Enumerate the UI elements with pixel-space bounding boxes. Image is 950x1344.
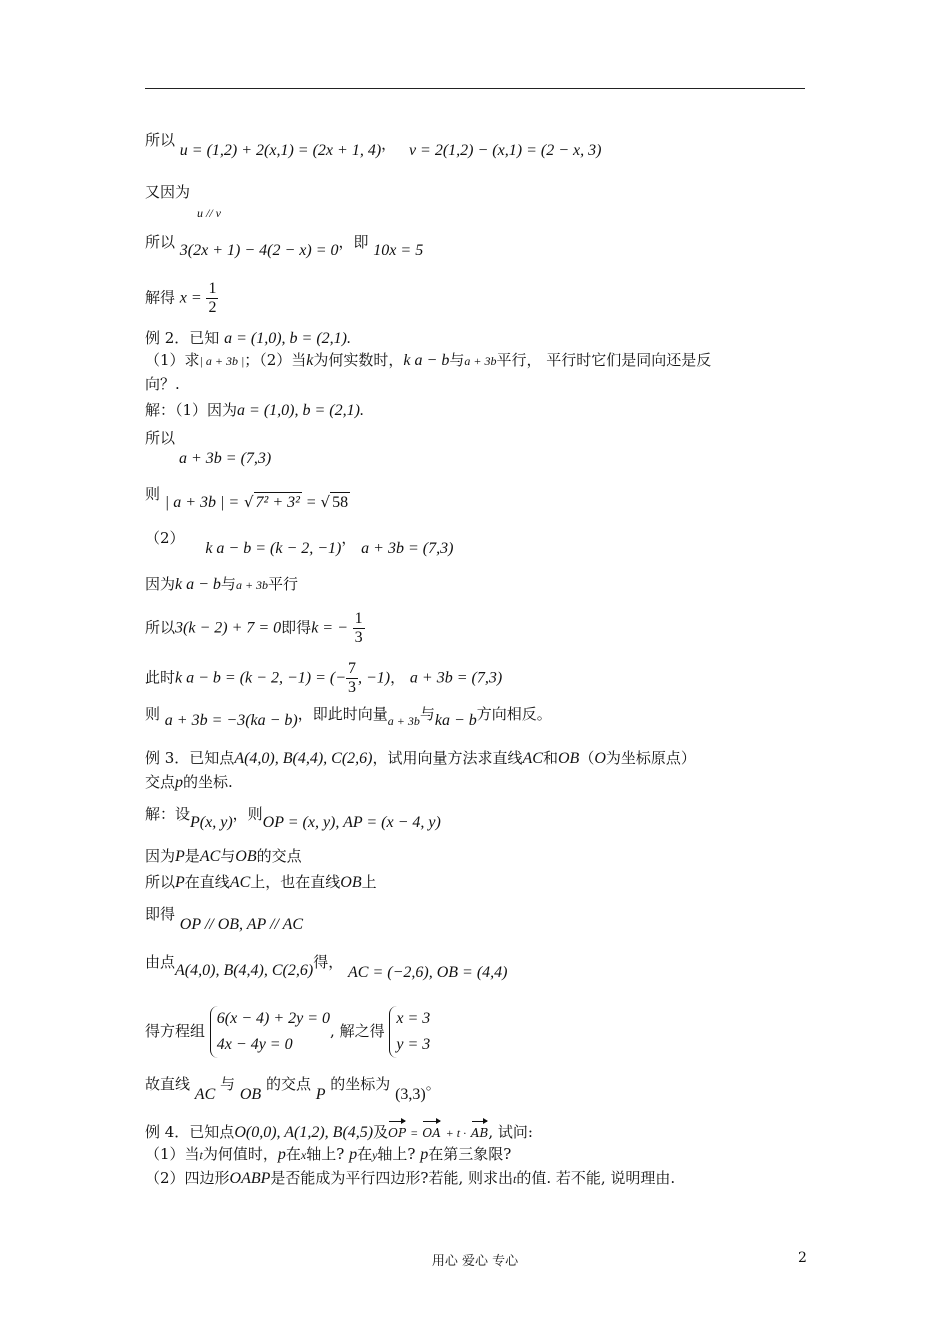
s3-line-7: 故直线 AC 与 OB 的交点 P 的坐标为 (3,3)。	[145, 1075, 441, 1103]
equation: 3(2x + 1) − 4(2 − x) = 0	[179, 242, 339, 259]
vector-oa: OA	[422, 1123, 441, 1143]
text: ，	[381, 135, 397, 153]
text: 又因为	[145, 183, 191, 201]
text: ，即	[338, 233, 369, 251]
solution-line-7: 此时k a − b = (k − 2, −1) = (− $\frac{7}{3}$ , −1)， a + 3b = (7,3)	[145, 660, 503, 696]
header-rule	[145, 88, 805, 89]
expr: | a + 3b |	[199, 354, 245, 368]
s3-line-6: 得方程组 6(x − 4) + 2y = 0 4x − 4y = 0 , 解之得 x = 3 y = 3	[145, 1006, 430, 1058]
line-parallel	[145, 182, 221, 223]
vector-op: OP	[388, 1123, 406, 1143]
s3-line-4: 即得 OP // OB, AP // AC	[145, 905, 304, 933]
radical: √ 7² + 3²	[243, 493, 300, 511]
fraction: $\frac{1}{3}$	[354, 610, 363, 646]
line-equation	[145, 232, 424, 259]
radical: √ 58	[320, 493, 349, 511]
example-4-title: 例 4．已知点O(0,0), A(1,2), B(4,5)及OP = OA + t · AB, 试问:	[145, 1123, 533, 1141]
equation-u: u = (1,2) + 2(x,1) = (2x + 1, 4)	[179, 142, 382, 159]
solution-line-6: 所以3(k − 2) + 7 = 0即得k = − $\frac{1}{3}$	[145, 610, 363, 646]
vector-ab: AB	[471, 1123, 488, 1143]
example-3-title: 例 3．已知点A(4,0), B(4,4), C(2,6)，试用向量方法求直线AC和OB（O为坐标原点）	[145, 749, 696, 767]
text: 所以	[145, 131, 176, 149]
line-u-v	[145, 130, 602, 159]
fraction: $\frac{7}{3}$	[347, 660, 356, 696]
example-3-title-cont: 交点p的坐标.	[145, 773, 233, 791]
s3-line-2: 因为P是AC与OB的交点	[145, 847, 302, 865]
example-2-title	[145, 328, 351, 349]
equation: a = (1,0), b = (2,1).	[237, 402, 364, 419]
s3-line-3: 所以P在直线AC上，也在直线OB上	[145, 873, 377, 891]
equation: | a + 3b | =	[164, 494, 240, 511]
solution-line-4: （2） k a − b = (k − 2, −1)， a + 3b = (7,3)	[145, 529, 454, 557]
solution-line-2: 所以 a + 3b = (7,3)	[145, 429, 272, 467]
text: 解得	[145, 288, 176, 307]
equation: x =	[179, 289, 202, 307]
equation: 10x = 5	[373, 242, 424, 259]
example-4-q1: （1）当t为何值时，p在x轴上? p在y轴上? p在第三象限?	[145, 1145, 512, 1163]
solution-line-1: 解：（1）因为a = (1,0), b = (2,1).	[145, 401, 364, 419]
text: 向？.	[145, 375, 180, 393]
page-footer: 用心 爱心 专心	[431, 1254, 519, 1269]
s3-line-5: 由点A(4,0), B(4,4), C(2,6)得， AC = (−2,6), OB = (4,4)	[145, 953, 508, 981]
text: 例 2．已知	[145, 329, 220, 347]
equation-parallel: u // v	[197, 206, 221, 220]
s3-line-1: 解：设P(x, y)，则OP = (x, y), AP = (x − 4, y)	[145, 805, 441, 831]
solution-line-3: 则 | a + 3b | = √ 7² + 3² = √ 58	[145, 485, 349, 511]
page-number: 2	[798, 1250, 807, 1266]
fraction: $\frac{1}{2}$	[208, 280, 217, 316]
equation-v: v = 2(1,2) − (x,1) = (2 − x, 3)	[408, 142, 602, 159]
example-2-question-cont	[145, 374, 180, 394]
equation: a + 3b = (7,3)	[179, 450, 272, 467]
equation: k a − b = (k − 2, −1)	[205, 540, 342, 557]
text: 所以	[145, 233, 176, 251]
solution-line-8: 则 a + 3b = −3(ka − b)，即此时向量$_{a + 3b}$与ka − b方向相反。	[145, 705, 552, 729]
equation-system: 6(x − 4) + 2y = 0 4x − 4y = 0	[210, 1006, 330, 1058]
example-2-question: （1）求| a + 3b |；（2）当k为何实数时，k a − b与a + 3b平行， 平行时它们是同向还是反	[145, 351, 712, 369]
solution-line-5: 因为k a − b与a + 3b平行	[145, 575, 299, 593]
equation: a = (1,0), b = (2,1).	[224, 330, 351, 347]
solution-system: x = 3 y = 3	[389, 1006, 430, 1058]
example-4-q2: （2）四边形OABP是否能成为平行四边形?若能, 则求出t的值. 若不能, 说明理由.	[145, 1169, 676, 1187]
equation: a + 3b = (7,3)	[361, 540, 454, 557]
line-solution-x	[145, 280, 218, 317]
